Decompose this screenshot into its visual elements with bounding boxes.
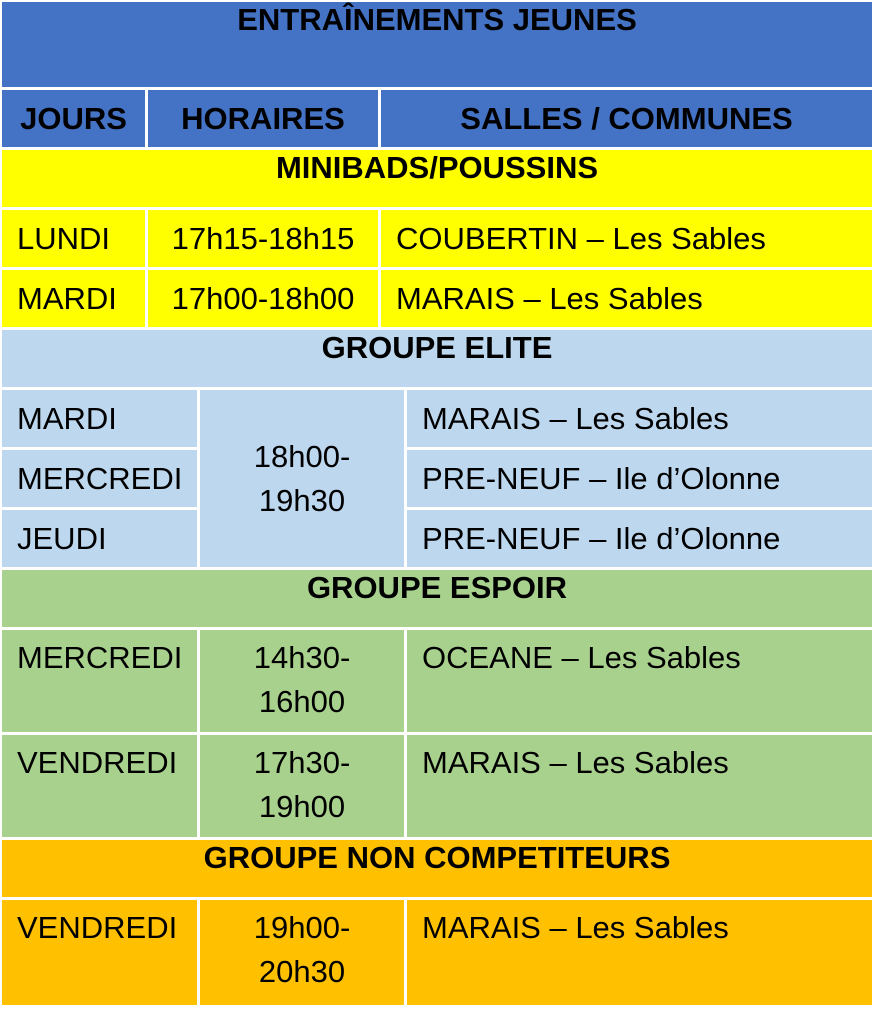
section-title-non-competiteurs: GROUPE NON COMPETITEURS: [2, 840, 872, 900]
cell-salle: MARAIS – Les Sables: [396, 280, 703, 316]
elite-block: [2, 390, 872, 570]
cell-salle: MARAIS – Les Sables: [422, 910, 729, 945]
cell-jour: VENDREDI: [2, 735, 200, 837]
table-row: [2, 630, 872, 735]
header-jours: JOURS: [2, 90, 148, 147]
section-title-elite: GROUPE ELITE: [2, 330, 872, 390]
cell-jour: MARDI: [2, 390, 197, 450]
table-title: ENTRAÎNEMENTS JEUNES: [2, 2, 872, 90]
schedule-table: [2, 2, 872, 1005]
cell-jour: MARDI: [2, 270, 148, 327]
table-row: [2, 270, 872, 330]
horaire-line-1: 17h30-: [253, 745, 351, 780]
header-salles: SALLES / COMMUNES: [460, 100, 793, 136]
horaire-line-2: 19h30: [258, 482, 346, 518]
cell-jour: VENDREDI: [2, 900, 200, 1005]
horaire-line-1: 18h00-: [253, 438, 351, 474]
cell-salle: PRE-NEUF – Ile d’Olonne: [422, 520, 781, 556]
cell-salle: MARAIS – Les Sables: [422, 745, 729, 780]
cell-horaire: [200, 630, 407, 732]
cell-salle: COUBERTIN – Les Sables: [396, 220, 766, 256]
header-row: [2, 90, 872, 150]
elite-salles-column: [407, 390, 872, 567]
table-row: [2, 900, 872, 1005]
cell-jour: MERCREDI: [2, 450, 197, 510]
elite-horaire-cell: [197, 390, 407, 567]
horaire-line-2: 19h00: [258, 789, 346, 824]
horaire-line-1: 19h00-: [253, 910, 351, 945]
table-row: [2, 210, 872, 270]
horaire-line-2: 16h00: [258, 684, 346, 719]
cell-jour: LUNDI: [2, 210, 148, 267]
table-row: [2, 735, 872, 840]
cell-jour: MERCREDI: [2, 630, 200, 732]
cell-horaire: [200, 735, 407, 837]
cell-horaire: 17h00-18h00: [148, 270, 381, 327]
cell-horaire: [200, 900, 407, 1005]
cell-horaire: 17h15-18h15: [148, 210, 381, 267]
cell-jour: JEUDI: [17, 520, 107, 556]
horaire-line-2: 20h30: [258, 954, 346, 989]
section-title-minibads: MINIBADS/POUSSINS: [2, 150, 872, 210]
cell-salle: PRE-NEUF – Ile d’Olonne: [407, 450, 872, 510]
elite-jours-column: [2, 390, 197, 567]
section-title-espoir: GROUPE ESPOIR: [2, 570, 872, 630]
horaire-line-1: 14h30-: [253, 640, 351, 675]
cell-salle: MARAIS – Les Sables: [407, 390, 872, 450]
header-horaires: HORAIRES: [148, 90, 381, 147]
cell-salle: OCEANE – Les Sables: [422, 640, 741, 675]
